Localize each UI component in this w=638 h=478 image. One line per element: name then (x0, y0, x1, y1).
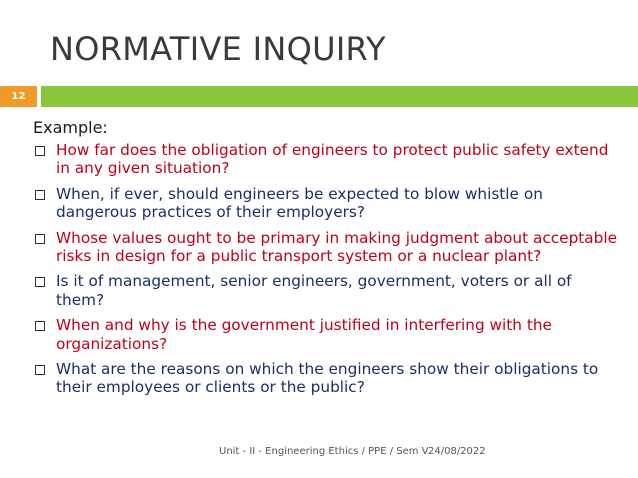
square-bullet-icon (35, 277, 45, 287)
footer-course-label: Unit - II - Engineering Ethics / PPE / Sem V (219, 446, 429, 457)
square-bullet-icon (35, 365, 45, 375)
square-bullet-icon (35, 146, 45, 156)
bullet-item (33, 229, 623, 266)
bullet-text: What are the reasons on which the engineers show their obligations to their employees or clients or the public? (56, 360, 599, 397)
bullet-item (33, 272, 623, 309)
bullet-item (33, 141, 623, 178)
square-bullet-icon (35, 190, 45, 200)
square-bullet-icon (35, 321, 45, 331)
slide-number-badge: 12 (0, 86, 37, 107)
bullet-text: How far does the obligation of engineers to protect public safety extend in any given situation? (56, 141, 609, 178)
bullet-text: When, if ever, should engineers be expected to blow whistle on dangerous practices of their employers? (56, 184, 543, 222)
slide-content (33, 118, 623, 404)
example-heading: Example: (33, 118, 108, 137)
bullet-text: When and why is the government justified in interfering with the organizations? (56, 316, 552, 353)
slide-title: NORMATIVE INQUIRY (50, 30, 386, 68)
accent-bar (41, 86, 638, 107)
bullet-item (33, 360, 623, 397)
bullet-item (33, 185, 623, 222)
bullet-text: Whose values ought to be primary in making judgment about acceptable risks in design for a public transport system or a nuclear plant? (56, 228, 618, 266)
bullet-item (33, 316, 623, 353)
square-bullet-icon (35, 234, 45, 244)
bullet-text: Is it of management, senior engineers, government, voters or all of them? (56, 272, 572, 309)
footer-date: 24/08/2022 (428, 446, 486, 457)
bullet-list (33, 141, 623, 397)
